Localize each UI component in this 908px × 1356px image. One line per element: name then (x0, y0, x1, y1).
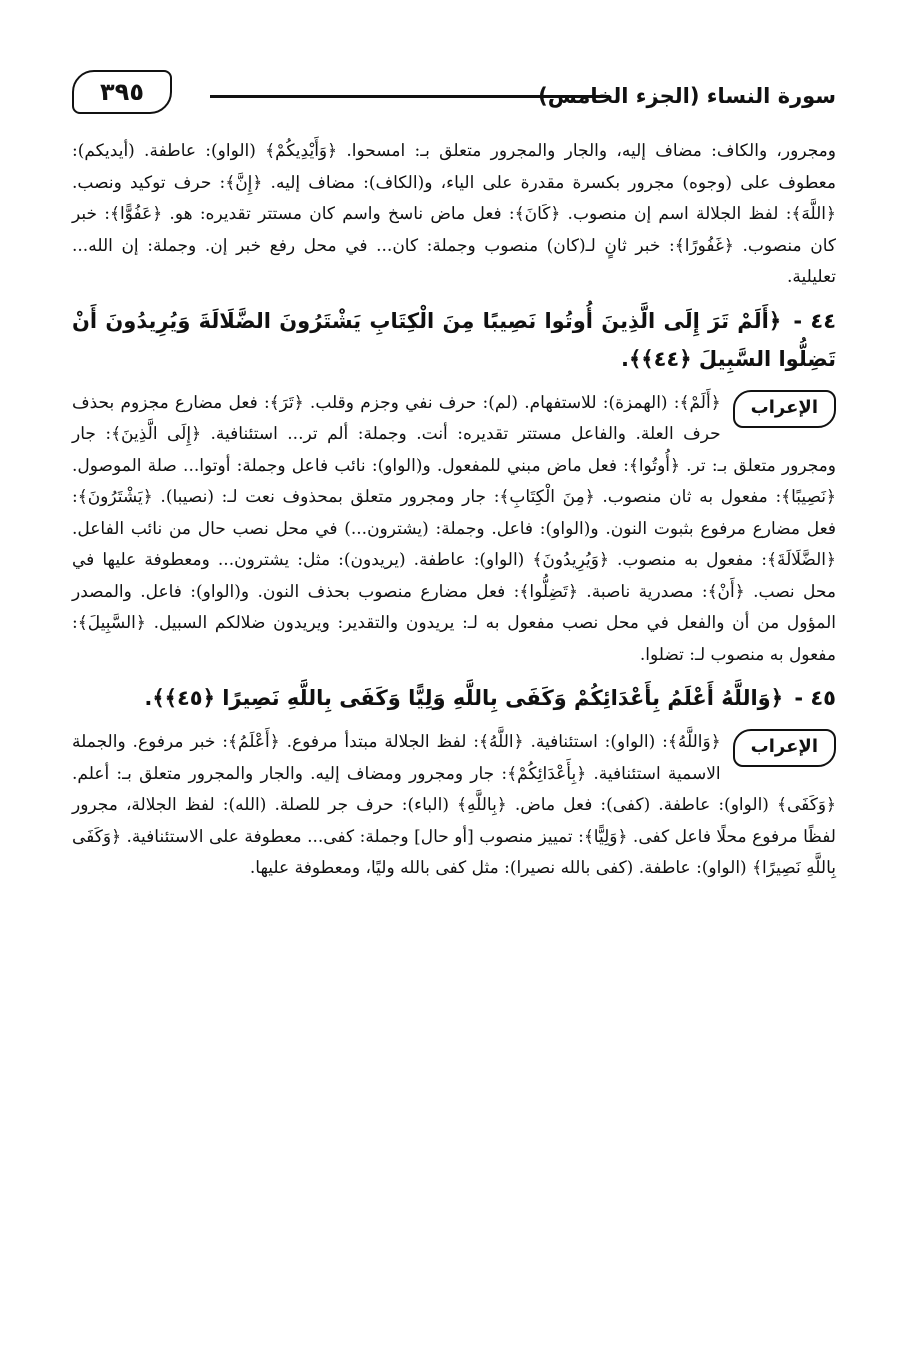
verse-44-number: ٤٤ - (793, 308, 837, 333)
verse-44-text: ﴿أَلَمْ تَرَ إِلَى الَّذِينَ أُوتُوا نَصِيبًا مِنَ الْكِتَابِ يَشْتَرُونَ الضَّلَالَةَ وَيُرِيدُونَ أَنْ تَضِلُّوا السَّبِيلَ ﴿٤٤﴾﴾. (72, 308, 836, 371)
irab-44-block (72, 388, 836, 672)
header-rule (210, 95, 610, 98)
page-body (72, 136, 836, 885)
verse-45 (72, 679, 836, 717)
verse-45-text: ﴿وَاللَّهُ أَعْلَمُ بِأَعْدَائِكُمْ وَكَفَى بِاللَّهِ وَلِيًّا وَكَفَى بِاللَّهِ نَصِيرًا ﴿٤٥﴾﴾. (144, 686, 784, 710)
irab-45-label: الإعراب (733, 729, 836, 767)
running-title: سورة النساء (الجزء الخامس) (538, 84, 836, 108)
verse-44 (72, 302, 836, 378)
irab-44-label: الإعراب (733, 390, 836, 428)
verse-45-number: ٤٥ - (794, 686, 836, 710)
intro-paragraph: ومجرور، والكاف: مضاف إليه، والجار والمجرور متعلق بـ: امسحوا. ﴿وَأَيْدِيكُمْ﴾ (الواو): عاطفة. (أيديكم): معطوف على (وجوه) مجرور بكسرة مقدرة على الياء، و(الكاف): مضاف إليه. ﴿إِنَّ﴾: حرف توكيد ونصب. ﴿اللَّهَ﴾: لفظ الجلالة اسم إن منصوب. ﴿كَانَ﴾: فعل ماض ناسخ واسم كان مستتر تقديره: هو. ﴿عَفُوًّا﴾: خبر كان منصوب. ﴿غَفُورًا﴾: خبر ثانٍ لـ(كان) منصوب وجملة: كان... في محل رفع خبر إن. وجملة: إن الله... تعليلية. (72, 141, 836, 287)
page-number: ٣٩٥ (72, 70, 172, 114)
page-header (72, 62, 836, 122)
irab-45-block (72, 727, 836, 885)
irab-44-text: ﴿أَلَمْ﴾: (الهمزة): للاستفهام. (لم): حرف نفي وجزم وقلب. ﴿تَرَ﴾: فعل مضارع مجزوم بحذف حرف العلة. والفاعل مستتر تقديره: أنت. وجملة: ألم تر... استئنافية. ﴿إِلَى الَّذِينَ﴾: جار ومجرور متعلق بـ: تر. ﴿أُوتُوا﴾: فعل ماض مبني للمفعول. و(الواو): نائب فاعل وجملة: أوتوا... صلة الموصول. ﴿نَصِيبًا﴾: مفعول به ثان منصوب. ﴿مِنَ الْكِتَابِ﴾: جار ومجرور متعلق بمحذوف نعت لـ: (نصيبا). ﴿يَشْتَرُونَ﴾: فعل مضارع مرفوع بثبوت النون. و(الواو): فاعل. وجملة: (يشترون...) في محل نصب حال من نائب الفاعل. ﴿الضَّلَالَةَ﴾: مفعول به منصوب. ﴿وَيُرِيدُونَ﴾ (الواو): عاطفة. (يريدون): مثل: يشترون... ومعطوفة عليها في محل نصب. ﴿أَنْ﴾: مصدرية ناصبة. ﴿تَضِلُّوا﴾: فعل مضارع منصوب بحذف النون. و(الواو): فاعل. والمصدر المؤول من أن والفعل في محل نصب مفعول به لـ: يريدون والتقدير: ويريدون ضلالكم السبيل. ﴿السَّبِيلَ﴾: مفعول به منصوب لـ: تضلوا. (72, 392, 836, 665)
irab-45-text: ﴿وَاللَّهُ﴾: (الواو): استئنافية. ﴿اللَّهُ﴾: لفظ الجلالة مبتدأ مرفوع. ﴿أَعْلَمُ﴾: خبر مرفوع. والجملة الاسمية استئنافية. ﴿بِأَعْدَائِكُمْ﴾: جار ومجرور ومضاف إليه. والجار والمجرور متعلق بـ: أعلم. ﴿وَكَفَى﴾ (الواو): عاطفة. (كفى): فعل ماض. ﴿بِاللَّهِ﴾ (الباء): حرف جر للصلة. (الله): لفظ الجلالة، مجرور لفظًا مرفوع محلًا فاعل كفى. ﴿وَلِيًّا﴾: تمييز منصوب [أو حال] وجملة: كفى... معطوفة على الاستئنافية. ﴿وَكَفَى بِاللَّهِ نَصِيرًا﴾ (الواو): عاطفة. (كفى بالله نصيرا): مثل كفى بالله وليًا، ومعطوفة عليها. (72, 732, 836, 878)
